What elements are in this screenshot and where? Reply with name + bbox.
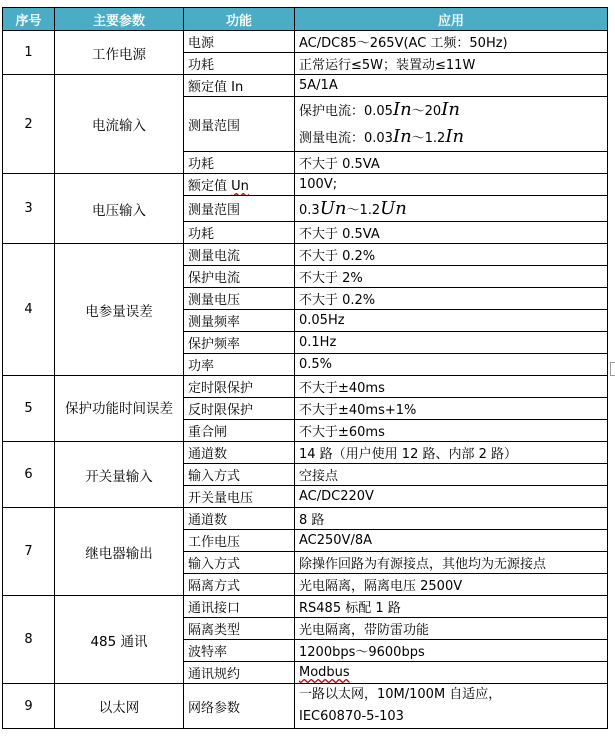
- app-cell: 5A/1A: [295, 75, 608, 97]
- func-cell: 波特率: [184, 640, 295, 662]
- row-number: 2: [3, 75, 55, 174]
- func-cell: 测量电压: [184, 288, 295, 310]
- app-cell: 不大于±40ms+1%: [295, 398, 608, 420]
- func-cell: 电源: [184, 31, 295, 53]
- param-name: 以太网: [55, 684, 184, 729]
- func-cell: 输入方式: [184, 464, 295, 486]
- param-name: 485 通讯: [55, 596, 184, 684]
- func-cell: 通道数: [184, 442, 295, 464]
- app-cell: AC250V/8A: [295, 530, 608, 552]
- measure-current-range: 测量电流：0.03In～1.2In: [299, 126, 465, 147]
- func-cell: 重合闸: [184, 420, 295, 442]
- func-cell: 保护频率: [184, 332, 295, 354]
- app-cell: 0.5%: [295, 354, 608, 376]
- app-cell: 光电隔离，带防雷功能: [295, 618, 608, 640]
- app-cell: [295, 684, 608, 729]
- app-cell: 不大于±60ms: [295, 420, 608, 442]
- func-cell: 额定值 In: [184, 75, 295, 97]
- func-cell: 测量电流: [184, 244, 295, 266]
- table-row: [3, 508, 608, 530]
- func-cell: 通讯接口: [184, 596, 295, 618]
- app-cell: 光电隔离，隔离电压 2500V: [295, 574, 608, 596]
- row-number: 5: [3, 376, 55, 442]
- app-cell: RS485 标配 1 路: [295, 596, 608, 618]
- row-number: 4: [3, 244, 55, 376]
- app-cell: 正常运行≤5W；装置动≤11W: [295, 53, 608, 75]
- header-no: 序号: [3, 8, 55, 31]
- row-number: 8: [3, 596, 55, 684]
- func-cell: 输入方式: [184, 552, 295, 574]
- table-row: [3, 75, 608, 97]
- table-row: [3, 31, 608, 53]
- app-cell: 0.3Un～1.2Un: [295, 196, 608, 222]
- row-number: 9: [3, 684, 55, 729]
- func-cell: 通道数: [184, 508, 295, 530]
- param-name: 工作电源: [55, 31, 184, 75]
- app-cell: 不大于 0.2%: [295, 244, 608, 266]
- func-cell: 隔离方式: [184, 574, 295, 596]
- app-cell: 不大于 0.5VA: [295, 222, 608, 244]
- app-cell: Modbus: [295, 662, 608, 684]
- app-cell: 8 路: [295, 508, 608, 530]
- func-cell: 通讯规约: [184, 662, 295, 684]
- param-name: 电压输入: [55, 174, 184, 244]
- func-cell: 反时限保护: [184, 398, 295, 420]
- table-row: [3, 174, 608, 196]
- table-row: [3, 596, 608, 618]
- param-name: 开关量输入: [55, 442, 184, 508]
- app-cell: [295, 97, 608, 152]
- func-cell: 测量范围: [184, 196, 295, 222]
- func-cell: 开关量电压: [184, 486, 295, 508]
- header-func: 功能: [184, 8, 295, 31]
- app-cell: 不大于 0.5VA: [295, 152, 608, 174]
- table-resize-handle[interactable]: [610, 362, 615, 376]
- ethernet-line-1: 一路以太网，10M/100M 自适应，: [299, 687, 502, 702]
- func-cell: 功率: [184, 354, 295, 376]
- row-number: 7: [3, 508, 55, 596]
- app-cell: 不大于 0.2%: [295, 288, 608, 310]
- param-name: 电流输入: [55, 75, 184, 174]
- app-cell: 不大于 2%: [295, 266, 608, 288]
- app-cell: AC/DC85～265V(AC 工频：50Hz): [295, 31, 608, 53]
- app-cell: 14 路（用户使用 12 路、内部 2 路）: [295, 442, 608, 464]
- param-name: 保护功能时间误差: [55, 376, 184, 442]
- protection-current-range: 保护电流：0.05In～20In: [299, 99, 460, 120]
- app-cell: 空接点: [295, 464, 608, 486]
- app-cell: 0.05Hz: [295, 310, 608, 332]
- header-app: 应用: [295, 8, 608, 31]
- app-cell: 1200bps～9600bps: [295, 640, 608, 662]
- app-cell: 100V;: [295, 174, 608, 196]
- row-number: 1: [3, 31, 55, 75]
- func-cell: 额定值 Un: [184, 174, 295, 196]
- table-row: [3, 376, 608, 398]
- func-cell: 隔离类型: [184, 618, 295, 640]
- func-cell: 网络参数: [184, 684, 295, 729]
- row-number: 3: [3, 174, 55, 244]
- header-param: 主要参数: [55, 8, 184, 31]
- table-row: [3, 244, 608, 266]
- app-cell: 0.1Hz: [295, 332, 608, 354]
- row-number: 6: [3, 442, 55, 508]
- func-cell: 测量频率: [184, 310, 295, 332]
- func-cell: 功耗: [184, 222, 295, 244]
- func-cell: 工作电压: [184, 530, 295, 552]
- param-name: 电参量误差: [55, 244, 184, 376]
- ethernet-line-2: IEC60870-5-103: [299, 709, 404, 724]
- func-cell: 功耗: [184, 53, 295, 75]
- app-cell: 不大于±40ms: [295, 376, 608, 398]
- func-cell: 定时限保护: [184, 376, 295, 398]
- app-cell: 除操作回路为有源接点，其他均为无源接点: [295, 552, 608, 574]
- app-cell: AC/DC220V: [295, 486, 608, 508]
- table-row: [3, 684, 608, 729]
- spec-table: [2, 7, 608, 729]
- param-name: 继电器输出: [55, 508, 184, 596]
- func-cell: 测量范围: [184, 97, 295, 152]
- func-cell: 功耗: [184, 152, 295, 174]
- func-cell: 保护电流: [184, 266, 295, 288]
- table-row: [3, 442, 608, 464]
- header-row: [3, 8, 608, 31]
